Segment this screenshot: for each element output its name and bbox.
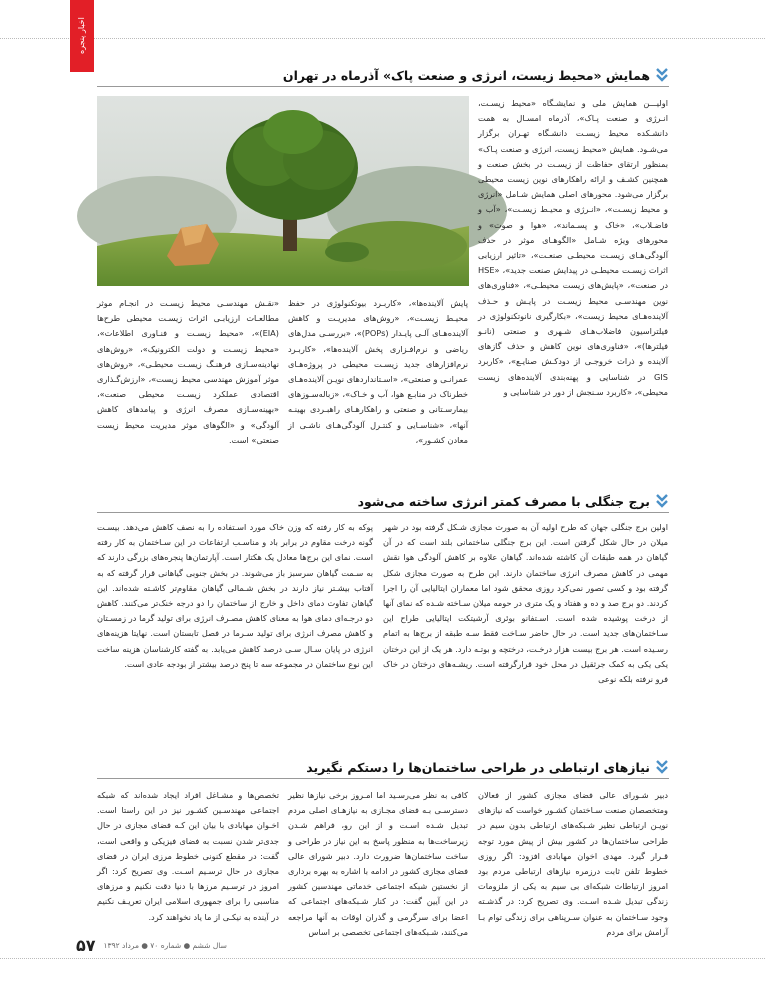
section2-heading <box>358 490 668 512</box>
section-tab-label: اخبار پنجره <box>77 17 86 55</box>
section1-rule <box>97 86 669 87</box>
section1-column-left: «نقـش مهندسـی محیط زیسـت در انجـام موثر مطالعـات ارزیابـی اثرات زیسـت محیطی طرح‌ها (EIA)»، «محیط زیسـت و فنـاوری اطلاعات»، «محیط زیسـت و دولت الکترونیک»، «روش‌های نهادینه‌سـازی فرهنـگ زیسـت محیطـی»، «روش‌های موثر آموزش مهندسی محیط زیست»، «ارزش‌گـذاری اقتصادی عملکرد زیسـت محیطی صنعت»، «بهینه‌سـازی مصرف انرژی و پیامدهای کاهش آلودگی» و «الگوهای موثر مدیریت محیط زیست صنعتی» است. <box>97 298 279 445</box>
section2-rule <box>97 512 669 513</box>
chevron-down-icon <box>656 68 668 82</box>
section3-title: نیازهای ارتباطی در طراحی ساختمان‌ها را دستکم نگیرید <box>306 759 650 775</box>
section3-rule <box>97 778 669 779</box>
top-dotted-border <box>0 38 765 39</box>
section1-title: همایش «محیط زیست، انرژی و صنعت پاک» آذرماه در تهران <box>282 67 650 83</box>
chevron-down-icon <box>656 494 668 508</box>
section2-column-left: پوکه به کار رفته که وزن خاک مورد اسـتفاده را به نصف کاهش می‌دهد. بیسـت گونه درخت مقاوم در برابر باد و مناسـب ارتفاعات در این سـاختمان به کار رفته است. نمای این برج‌ها معادل یک هکتار است. آپارتمان‌ها پنجره‌های بزرگی دارند که به سـمت گیاهان سرسبز باز می‌شوند. در بخش جنوبی گیاهانی قرار گرفته که به آفتاب بیشـتر نیاز دارند در بخش شـمالی گیاهان مقاوم‌تر کاشـته شده‌اند. این گیاهان تفاوت دمای داخل و خارج از ساختمان را دو درجه خنک‌تر می‌کنند. کاهش دو درجـه‌ای دمای هوا به معنای کاهش مصـرف انرژی برای تولید گرما در زمسـتان و کاهش مصرف انرژی برای تولید سـرما در فصل تابستان است. نهایتا هزینه‌های انرژی در پایان سـال سـی درصد کاهش می‌یابد. به گفته کارشناسان هزینه ساخت این نوع ساختمان در مجموعه سه تا پنج درصد بیشتر از بودجه عادی است. <box>97 522 373 669</box>
section1-heading <box>283 64 668 86</box>
bottom-dotted-border <box>0 958 765 959</box>
section-tab <box>70 0 94 72</box>
page-number: ۵۷ <box>76 936 96 955</box>
section3-column-left: تخصص‌ها و مشـاغل افراد ایجاد شده‌اند که شبکه اجتماعی مهندسـین کشـور نیز در این راستا است. اخـوان مهابادی با بیان این کـه فضای مجازی در حال جدی‌تر شدن نسبت به فضای فیزیکی و واقعی است، گفت: در مقطع کنونی خطوط مرزی ایران در فضای مجازی در حال ترسـیم اسـت. وی تصریح کرد: اگر امروز در ترسـیم مرزها با دنیا دقت نکنیم و مرزهای مناسبی را برای جمهوری اسلامی ایران تعریـف نکنیم در آینده به نیکـی از ما یاد نخواهند کرد. <box>97 790 279 922</box>
section1-column-right: اولیـــن همایش ملی و نمایشـگاه «محیط زیسـت، انـرژی و صنعت پـاک»، آذرماه امسـال به همت دانشـکده محیط زیسـت دانشـگاه تهـران برگزار می‌شـود. همایش «محیط زیست، انرژی و صنعت پـاک» بمنظور ارتقای حفاظت از زیسـت در بخش صنعت و همچنین کشـف و ارائه راهکارهای نوین زیست محیطی برگزار می‌شود. محورهای اصلی همایش شـامل «انرژی و محیط زیسـت»، «انـرژی و محیـط زیسـت»، «آب و فاضـلاب»، «خاک و پسـماند»، «هوا و صوت» و محورهای ویژه شـامل «الگوهـای موثر در حذف آلودگی‌هـای زیسـت محیطـی صنعـت»، «تاثیر ارزیابی اثرات زیسـت محیطـی در پیدایش صنعت جدید»، «HSE در صنعت»، «پایش‌های زیست محیطـی»، «فناوری‌های نوین مهندسـی محیط زیسـت در پایـش و حـذف آلاینده‌هـای محیط زیست»، «بکارگیری نانوتکنولوژی در فیلتراسیون فاضلاب‌هـای شـهری و صنعتی (نانـو فیلترها)»، «فناوری‌های نوین کاهش و حذف گازهای آلاینده و ذرات خروجـی از دودکـش صنایـع»، «کاربرد GIS در شناسایی و پهنه‌بندی آلاینده‌های زیست محیطی»، «کاربرد سـنجش از دور در شناسایی و <box>478 98 668 397</box>
tree-photo <box>97 96 469 286</box>
section2-column-right: اولین برج جنگلی جهان که طرح اولیه آن به صورت مجازی شـکل گرفته بود در شهر میلان در حال شکل گرفتن است. این برج جنگلی ساختمانی بلند است که در آن گیاهان در همه طبقات آن کاشته شده‌اند. گیاهان علاوه بر کاهش آلودگی هوا نقش مهمی در کاهش مصرف انرژی ساختمان دارند. این طرح به صورت مجازی شکل گرفته بود و کسی تصور نمی‌کرد روزی محقق شود اما معماران ایتالیایی آن را اجرا کردند. دو برج صد و ده و هفتاد و یک متری در حومه میلان سـاخته شـده که نمای آنها از درخت پوشیده شده است. اسـتفانو بوئری آرشیتکت ایتالیایی طراح این سـاختمان‌های جدید است. در حال حاضر سـاخت فقط سـه طبقه از برج‌ها به اتمام رسـیده است. هر برج بیست هزار درخـت، درختچه و بوتـه دارد. هر یک از این درختان یکی یکی به کمک جرثقیل در محل خود قرارگرفته است. ریشـه‌های درختان در خاک فرو نرفته بلکه نوعی <box>383 522 668 685</box>
section1-column-middle: پایش آلاینده‌ها»، «کاربـرد بیوتکنولوژی در حفظ محیـط زیسـت»، «روش‌های مدیریـت و کاهش آلاینده‌هـای آلـی پایـدار (POPs)»، «بررسـی مدل‌های ریاضی و نرم‌افـزاری پخش آلاینده‌ها»، «کاربـرد نرم‌افزارهای جدید زیسـت محیطی در پروژه‌هـای عمرانـی و صنعتی»، «اسـتانداردهای نویـن آلاینده‌هـای خطرناک در منابـع هوا، آب و خـاک»، «زباله‌سـوزهای بیمارسـتانی و صنعتی و راهکارهـای راهبـردی بهینـه آنها»، «شناسـایی و کنتـرل آلودگی‌هـای ناشـی از معادن کشـور»، <box>288 298 468 445</box>
section3-heading <box>306 756 668 778</box>
tree-landscape-image <box>97 96 469 286</box>
section3-column-middle: کافی به نظر می‌رسـید اما امـروز برخی نیازها نظیر دسترسـی بـه فضای مجـازی به نیازهـای اصلی مردم تبدیل شـده اسـت و از این رو، فراهم شـدن زیرساخت‌ها به منظور پاسخ به این نیاز در طراحی و ساخت ساختمان‌ها ضرورت دارد. دبیر شورای عالی فضای مجازی کشور در ادامه با اشاره به بهره برداری از نخستین شبکه اجتماعی خدماتی مهندسین کشور در این آیین گفت: در کنار شـبکه‌های اجتماعی که اعضا برای سرگرمی و گذران اوقات به آنها مراجعه می‌کنند، شـبکه‌های اجتماعی تخصصی بر اساس <box>288 790 468 937</box>
chevron-down-icon <box>656 760 668 774</box>
section3-column-right: دبیر شـورای عالی فضای مجازی کشور از فعالان ومتخصصان صنعت سـاختمان کشـور خواست که نیازهای نویـن ارتباطی نظیر شـبکه‌های ارتباطی بدون سیم در طراحی ساختمان‌ها در کشور بیش از پیش مورد توجه قـرار گیرد. مهدی اخوان مهابادی افزود: اگر روزی خطوط تلفن ثابت درزمره نیازهای ارتباطی مردم بود امروز ارتباطات شبکه‌ای بی سیم به یکی از ملزومات زندگی تبدیل شـده اسـت. وی تصریح کرد: در گذشـته وجود سـاختمان به عنوان سـرپناهی برای زندگی توام بـا آرامش برای مردم <box>478 790 668 937</box>
issue-info: سال ششم ● شماره ۷۰ ● مرداد ۱۳۹۲ <box>103 941 227 950</box>
section2-title: برج جنگلی با مصرف کمتر انرژی ساخته می‌شود <box>357 493 650 509</box>
page-footer <box>76 936 227 955</box>
